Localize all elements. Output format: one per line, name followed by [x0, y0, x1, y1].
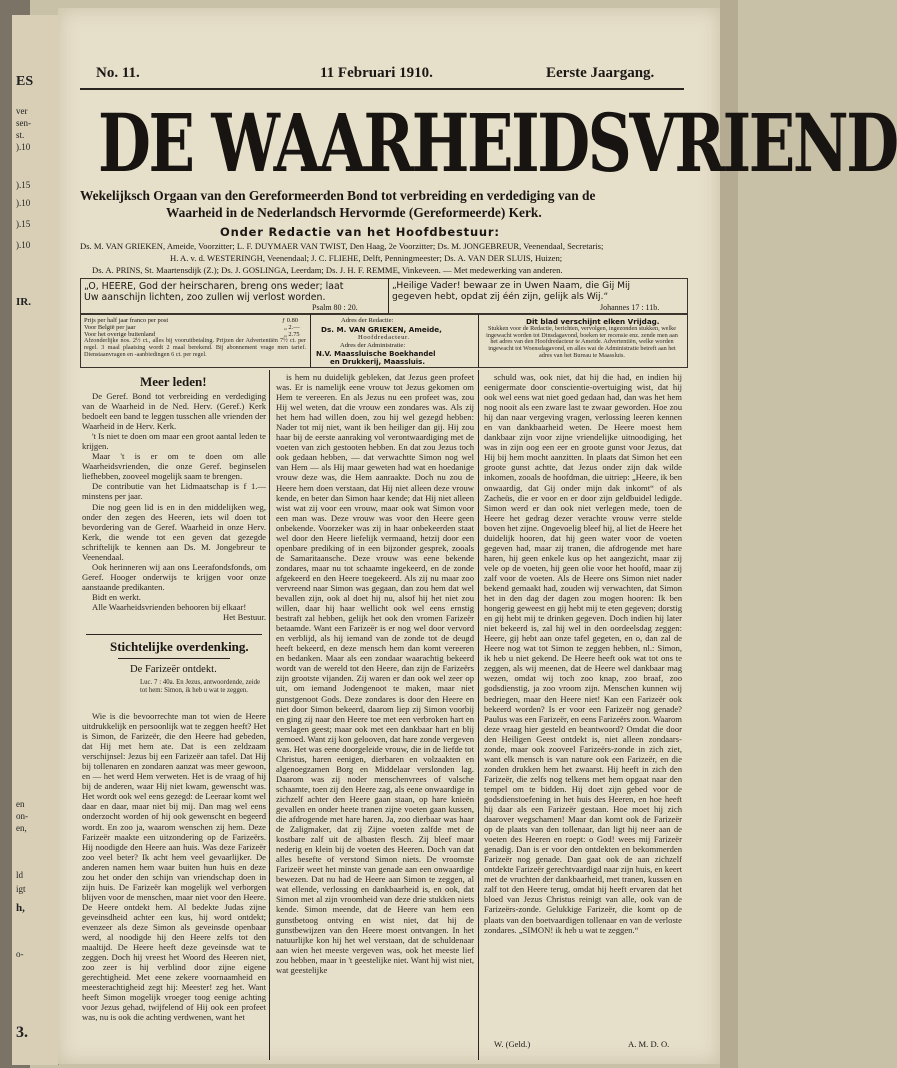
friday-text-body: Stukken voor de Redactie, berichten, vervolgen, ingezonden stukken, welke ingewacht worden tot Dinsdagavond, boeken ter recensie enz. zende men aan het adres van den Hoofdredacteur te Ameide. Advertentiën, welke worden ingewacht tot Woensdagavond, en alles wat de Administratie betreft aan het adres van het Bureau te Maassluis. — [486, 325, 678, 359]
redactie-name: Ds. M. VAN GRIEKEN, Ameide, — [321, 325, 442, 334]
paragraph: Ook herinneren wij aan ons Leerafondsfonds, om Geref. Hooger onderwijs te krijgen voor onze aanstaande predikanten. — [82, 561, 266, 592]
prev-fragment: h, — [16, 902, 25, 914]
meer-leden-heading: Meer leden! — [140, 374, 207, 389]
prev-fragment: st. — [16, 130, 25, 140]
column-rule-2 — [478, 370, 479, 1060]
article-title: De Farizeër ontdekt. — [130, 664, 217, 675]
section-rule-short — [118, 658, 230, 659]
subtitle-line-1: Wekelijksch Orgaan van den Gereformeerden Bond tot verbreiding en verdediging van de — [80, 188, 596, 203]
paragraph: Die nog geen lid is en in den middelijken weg, onder den zegen des Heeren, iets wil doen tot bevordering van de Geref. Waarheid in onze Herv. Kerk, die wende tot een geven dat gezegde schriftelijk te kennen aan Ds. M. Jongebreur te Veenendaal. — [82, 501, 266, 562]
admin-name: N.V. Maassluische Boekhandel — [316, 350, 436, 358]
motto-right-line-2: gegeven hebt, opdat zij één zijn, gelijk als Wij.“ — [392, 292, 609, 302]
signature-place: W. (Geld.) — [494, 1039, 531, 1049]
redactie-role: Hoofdredacteur. — [358, 334, 410, 341]
price-label: Prijs per half jaar franco per post — [84, 317, 169, 324]
price-value: „ 2.— — [284, 324, 300, 331]
motto-left-line-1: „O, HEERE, God der heirscharen, breng ons weder; laat — [84, 281, 344, 292]
newspaper-title: DE WAARHEIDSVRIEND — [98, 98, 897, 191]
paragraph: De contributie van het Lidmaatschap is f 1.— minstens per jaar. — [82, 481, 266, 502]
newspaper-page — [58, 8, 897, 1064]
motto-left-reference: Psalm 80 : 20. — [312, 303, 358, 312]
article-column-3 — [484, 372, 682, 1032]
bible-verse — [140, 679, 260, 709]
previous-page-edge — [12, 15, 59, 1065]
prev-fragment: ld — [16, 870, 24, 880]
prev-fragment: sen- — [16, 118, 31, 128]
prev-fragment: o- — [16, 949, 24, 959]
prev-fragment: 3. — [16, 1024, 28, 1041]
prev-fragment: ES — [16, 74, 34, 89]
signature: Het Bestuur. — [223, 612, 266, 623]
motto-right-line-1: „Heilige Vader! bewaar ze in Uwen Naam, die Gij Mij — [392, 281, 631, 291]
price-value: „ 2.75 — [284, 331, 300, 338]
motto-divider — [388, 278, 389, 313]
paragraph: 't Is niet te doen om maar een groot aantal leden te krijgen. — [82, 431, 266, 452]
prev-fragment: ).10 — [16, 142, 31, 152]
article-text: is hem nu duidelijk gebleken, dat Jezus geen profeet was. Er is namelijk eene vrouw tot Jezus gekomen om Hem te vereeren. En als Jezus nu een profeet was, zou Hij wel weten, dat die vrouw een zondares was. Als zij het hem had willen doen, zou hij wel gezegd hebben: Nader tot mij niet, want ik ben heiliger dan gij. Hij zou haar bij de eerste aanraking vol verontwaardiging met de voeten van zich gestooten hebben. En dat zou Jezus toch ook gedaan hebben, — dat verwachtte Simon nog wel van Hem — als Hij maar geweten had wat en hoedanige vrouw deze was, die Hem aanraakte. Doch nu zou de Heere hem doen verstaan, dat Hij niet alleen deze vrouw kende, en beter dan Simon haar kende; dat Hij niet alleen wist wat zij voor een vrouw, maar ook wat Simon voor een man was. Deze vrouw was voor den Heere geen onbekende. Voorzeker was zij in haar onbekeerden staat wel door den Heere liefelijk vermaand, hetzij door een openbare prediking of in een bijzonder gesprek, zooals de Samaritaansche. Deze vrouw was eene bekende zondares, maar nu tot schaamte ingekeerd, en de zonde afgekeerd en den Heere toegekeerd. Als zij nu maar zoo vervreend naar Simon was gegaan, dan zou hem dat wel bevallen zijn, ook al doet hij nu, alsof hij het niet zou willen, daar hij haar wellicht ook wel eens ernstig bestraft zal hebben, gelijk het ook den vromen Farizeër betaamde. Want een Farizeër is er nog wel door vervord en verblijd, als hij iemand van de zonde tot de deugd heeft bekeerd, en deze mensch hem dan komt vereeren en bedanken. Maar als een zondaar waarachtig bekeerd wordt van de wereld tot den Heere, dan zijn de Farizeërs zijn grootste vijanden. Zij waren er dan ook wel zeer op uit, om iemand Jodengenoot te maken, maar niet gunstgenoot Gods. Deze zondares is door den Heere en niet door Simon bekeerd, daarom liep zij Simon voorbij en ging zij naar den Heere toe met een verbroken hart en verslagen geest; maar ook met een dankbaar hart en blij gemoed. Want zij kon gelooven, dat hare zonde vergeven was. Het was eene doorgeleide vrouw, die in de liefde tot Christus, haren eenigen, dierbaren en volzaakten en algenoegzamen Borg en Middelaar verslonden lag. Daarom was zij noder menschenvrees of valsche schaamte, toen zij den Heere zag, als eene onwaardige in zichzelf achter den Heere gaan staan, op hare knieën gevallen en onder heete tranen zijne voeten gaan kussen, die afdrogende met hare haren. Ja, zoo dierbaar was haar de Zaligmaker, dat zij Zijne voeten zalfde met de kostbare zalf uit de albasten flesch. Zij bleef maar nederig en klein bij de voeten des Heeren. Doch van dat alles besefte of verstond Simon niets. De vroomste Farizeër weet het minste van genade aan een onwaardige bewezen. Dat nu had de Heere aan Simon te zeggen, al wat ellende, verlossing en dankbaarheid is, en ook, dat Simon met al zijn vroomheid van deze drie stukken niets kende. Simon meende, dat de Heere van hem een gunstbetoog ontving en wist niet, dat hij de gunstbewijzen van den Heere moest ontvangen. In het natuurlijke kon hij het wel verstaan, dat de schuldenaar aan wien het meeste vergeven was, ook het meeste lief zou hebben, maar in 't geestelijke niet. Want hij wist niet, wat geestelijke — [276, 372, 474, 975]
paragraph: De Geref. Bond tot verbreiding en verdediging van de Waarheid in de Ned. Herv. (Geref.) Kerk bedoelt een band te leggen tusschen alle vrienden der Waarheid in de Herv. Kerk. — [82, 391, 266, 432]
prev-fragment: ver — [16, 106, 28, 116]
board-line-2: H. A. v. d. WESTERINGH, Veenendaal; J. C. FLIEHE, Delft, Penningmeester; Ds. A. VAN DER SLUIS, Huizen; — [170, 253, 563, 263]
subtitle-line-2: Waarheid in de Nederlandsch Hervormde (Gereformeerde) Kerk. — [166, 205, 542, 220]
prev-fragment: ).15 — [16, 180, 31, 190]
board-heading: Onder Redactie van het Hoofdbestuur: — [220, 225, 500, 239]
price-note — [84, 338, 306, 366]
admin-name-2: en Drukkerij, Maassluis. — [330, 358, 425, 366]
paragraph: Bidt en werkt. — [92, 591, 141, 602]
prev-fragment: igt — [16, 884, 26, 894]
section-heading: Stichtelijke overdenking. — [110, 639, 249, 654]
prev-fragment: en — [16, 799, 25, 809]
article-column-2 — [276, 372, 474, 1060]
friday-text — [482, 326, 682, 366]
motto-right-reference: Johannes 17 : 11b. — [600, 303, 660, 312]
board-line-1: Ds. M. VAN GRIEKEN, Ameide, Voorzitter; L. F. DUYMAER VAN TWIST, Den Haag, 2e Voorzitter; Ds. M. JONGEBREUR, Veenendaal, Secretaris; — [80, 241, 604, 251]
prev-fragment: IR. — [16, 296, 31, 308]
volume-label: Eerste Jaargang. — [546, 65, 655, 81]
issue-number: No. 11. — [96, 65, 140, 81]
motto-left-line-2: Uw aanschijn lichten, zoo zullen wij verlost worden. — [84, 292, 326, 303]
prev-fragment: ).10 — [16, 198, 31, 208]
info-divider-1 — [310, 314, 311, 367]
prev-fragment: ).15 — [16, 219, 31, 229]
price-label: Voor het overige buitenland — [84, 331, 156, 338]
redactie-label: Adres der Redactie: — [341, 317, 394, 324]
prev-fragment: ).10 — [16, 240, 31, 250]
admin-label: Adres der Administratie: — [340, 342, 406, 349]
friday-heading: Dit blad verschijnt elken Vrijdag. — [526, 317, 660, 326]
price-note-text: Afzonderlijke nos. 2½ ct., alles bij vooruitbetaling. Prijzen der Advertentiën 7½ ct. per regel. 3 maal plaatsing wordt 2 maal berekend. Bij abonnement vrage men tarief. Dienstaanvragen en -aanbiedingen 6 ct. per regel. — [84, 337, 306, 358]
prev-fragment: en, — [16, 823, 27, 833]
meer-leden-text — [82, 391, 266, 631]
article-text: schuld was, ook niet, dat hij die had, en indien hij eenigermate door conscientie-overtuiging wist, dat hij ook wel eens wat niet goed gedaan had, dan was het hem nog nooit als een zware last te zwaar geworden. Hoe zou hij dan naar vergeving vragen, verlossing leeren kennen en van dankbaarheid weten. De Heere moest hem dankbaar zijn voor zijne vriendelijke uitnoodiging, het was in zijn oog een eer en groote gunst voor Jezus, dat Hij bij hem mocht aanzitten. In plaats dat Simon het een groote gunst achtte, dat Jezus onder zijn dak wilde inkomen, zooals de hoofdman, die uitriep: „Heere, ik ben onwaardig, dat Gij onder mijn dak inkomt“ of als Zacheüs, die er voor en er door zijn geldbuidel ledigde. Simon werd er dan ook niet verlegen mede, toen de Heere het gedrag dezer verachte vrouw verre stelde boven het zijne. Ongevoelig bleef hij, al liet de Heere het duidelijk hooren, dat hij geen water voor de voeten gegeven had, maar zij tranen, die afdrogende met hare haren, hij geen enkele kus op het aangezicht, maar zij vele op de voeten, hij geen olie voor het hoofd, maar zij zalf voor de voeten. Als de Heere ons Simon niet nader bekend gemaakt had, zouden wij verwachten, dat Simon het in den dag der dagen zou mogen hooren: Ik ben hongerig geweest en gij hebt mij te eten gegeven; dorstig en gij hebt mij te drinken gegeven. Doch indien hij later niet bekeerd is, zal hij wel in den oordeelsdag zeggen: Heere, gij hebt aan onze tafel gegeten, en o, dan zal de Heere nog wat tot Simon te zeggen hebben, nl.: Simon, ik heb u niet gekend. De Heere heeft ook wat tot ons te zeggen, als wij meenen, dat de Heere wel dankbaar mag wezen, omdat wij toch zoo knap, zoo braaf, zoo godsdienstig, ja zoo vroom zijn. Menschen kunnen wij bedriegen, maar den Heere niet! Kan een Farizeër ook bekeerd worden? Is er voor een Farizeër nog genade? Paulus was een Farizeër, en eens Farizeërs zoon. Waarom deze vraag hier gesteld en beantwoord? Omdat die door den Heiligen Geest ontdekt is, niet alleen zondaars-zonde, maar ook zooveel Farizeërs-zonde in zich ziet, want elk mensch is van nature ook een Farizeër, en die zonden drukken hem het zwaarst. Hij heeft in zich den Farizeër, die zelfs nog telkens met hem opgaat naar den tempel om te bidden. Hij doet zijn gebed voor de godsdienstoefening in het huis des Heeren, en hoe heeft hij daar als een Farizeër gestaan. Hoe moet hij zich daarover wegschamen! Maar dan komt ook de Farizeër op de plaats van den tollenaar, dan ligt hij neer aan de voeten des Heeren en roept: o God! wees mij Farizeër genadig. Dan is er voor den ontdekten en bekommerden Farizeër nog genade. Dan gaat ook de aan zichzelf ontdekte Farizeër gerechtvaardigd naar zijn huis, en keert met de vruchten der dankbaarheid, met tranen, kussen en zalf tot den Heere terug, omdat hij heeft ervaren dat het bloed van Jezus Christus reinigt van alle, ook van de Farizeërs-zonde. Gelukkige Farizeër, die komt op de plaats van den boetvaardigen tollenaar en van de verloste zondares. „SIMON! ik heb u wat te zeggen.“ — [484, 372, 682, 935]
signature-initials: A. M. D. O. — [628, 1039, 670, 1049]
issue-date: 11 Februari 1910. — [320, 65, 433, 81]
verse-text: Luc. 7 : 40a. En Jezus, antwoordende, zeide tot hem: Simon, ik heb u wat te zeggen. — [140, 679, 260, 694]
paragraph: Maar 't is er om te doen om alle Waarheidsvrienden, die onze Geref. beginselen liefhebben, zooveel mogelijk saam te brengen. — [82, 451, 266, 482]
section-rule — [86, 634, 262, 635]
info-divider-2 — [478, 314, 479, 367]
price-value: ƒ 0.80 — [282, 317, 298, 324]
article-text: Wie is die bevoorrechte man tot wien de Heere uitdrukkelijk en persoonlijk wat te zeggen heeft? Het is Simon, de Farizeër, die den Heere had gebeden, dat Hij met hem ate. Dat is een zeldzaam verschijnsel: Jezus bij een Farizeër aan tafel. Dat Hij bij tollenaren en zondaren aanzat was meer gewoon, en — het werd Hem verweten. Het is de vraag of hij bij de anderen, waar Hij niet kwam, gewenscht was. Het wordt ook wel eens gezegd: de Leeraar komt wel daar en daar, maar niet bij mij. Dan mag wel eens onderzocht worden of hij ook gewenscht en begeerd wordt. En zoo ja, waarom wenschen zij hem. Deze Farizeër maakte een uitzondering op de Farizeërs. Hij noodigde den Heere aan huis. Was deze Farizeër zoo veel beter? Ik acht hem veel gevaarlijker. De anderen namen hem waar buiten hun huis en deze zou het onder den schijn van vriendschap doen in zijn huis. De Farizeër kan mogelijk wel verborgen blijven voor de menschen, maar niet voor den Heere. De Heere ontdekt hem. Al bedekte Judas zijne geveinsdheid achter een kus, hij word ontdekt; evenzeer als deze Simon als geveinsde openbaar werd, al noodigde hij den Heere zelfs tot den maaltijd. De Heere heeft deze geveinsde wat te zeggen. Doch hij vreest het Woord des Heeren niet, zoo zeer is hij verblind door zijne eigene gerechtigheid. Met eene zekere voornaamheid en meesterachtigheid zegt hij: Meester! zeg het. Want heeft Simon mogelijk vroeger toog eenige achting voor Jezus gehad, twijfelend of Hij ook een profeet was, nu is ook die achting verdwenen, want het — [82, 711, 266, 1023]
paragraph: Alle Waarheidsvrienden behooren bij elkaar! — [92, 601, 247, 612]
column-rule-1 — [269, 370, 270, 1060]
masthead-rule — [80, 88, 684, 90]
board-line-3: Ds. A. PRINS, St. Maartensdijk (Z.); Ds. J. GOSLINGA, Leerdam; Ds. J. H. F. REMME, Vinkeveen. — Met medewerking van anderen. — [92, 265, 563, 275]
prev-fragment: on- — [16, 811, 28, 821]
article-column-1 — [82, 711, 266, 1061]
price-label: Voor België per jaar — [84, 324, 136, 331]
